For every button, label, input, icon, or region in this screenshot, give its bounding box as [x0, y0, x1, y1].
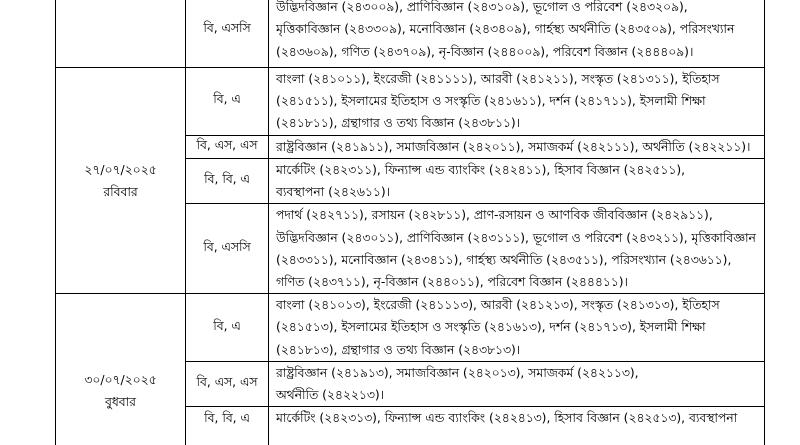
subjects-text: মার্কেটিং (২৪২৩১৩), ফিন্যান্স এন্ড ব্যাংকিং (২৪২৪১৩), হিসাব বিজ্ঞান (২৪২৫১৩), ব্যবস্থাপনা: [276, 411, 738, 426]
degree-cell: বি, এসসি: [186, 204, 269, 294]
subjects-cell: [269, 361, 765, 406]
table-row: [56, 0, 765, 68]
subjects-text: উদ্ভিদবিজ্ঞান (২৪৩০০৯), প্রাণিবিজ্ঞান (২৪৩১০৯), ভূগোল ও পরিবেশ (২৪৩২০৯), মৃত্তিকাবিজ্ঞান (২৪৩৩০৯), মনোবিজ্ঞান (২৪৩৪০৯), গার্হস্থ্য অর্থনীতি (২৪৩৫০৯), পরিসংখ্যান (২৪৩৬০৯), গণিত (২৪৩৭০৯), নৃ-বিজ্ঞান (২৪৪০০৯), পরিবেশ বিজ্ঞান (২৪৪৪০৯)।: [276, 0, 735, 59]
table-row: [56, 68, 765, 136]
subjects-cell: [269, 0, 765, 68]
date-block: [56, 331, 185, 413]
degree-cell: বি, এ: [186, 68, 269, 136]
subjects-text: মার্কেটিং (২৪২৩১১), ফিন্যান্স এন্ড ব্যাংকিং (২৪২৪১১), হিসাব বিজ্ঞান (২৪২৫১১), ব্যবস্থাপনা (২৪২৬১১)।: [276, 162, 686, 200]
exam-schedule-table: [55, 0, 765, 445]
subjects-text: বাংলা (২৪১০১৩), ইংরেজী (২৪১১১৩), আরবী (২৪১২১৩), সংস্কৃত (২৪১৩১৩), ইতিহাস (২৪১৫১৩), ইসলামের ইতিহাস ও সংস্কৃতি (২৪১৬১৩), দর্শন (২৪১৭১৩), ইসলামী শিক্ষা (২৪১৮১৩), গ্রন্থাগার ও তথ্য বিজ্ঞান (২৪৩৮১৩)।: [276, 298, 720, 357]
subjects-text: পদার্থ (২৪২৭১১), রসায়ন (২৪২৮১১), প্রাণ-রসায়ন ও আণবিক জীববিজ্ঞান (২৪২৯১১), উদ্ভিদবিজ্ঞান (২৪৩০১১), প্রাণিবিজ্ঞান (২৪৩১১১), ভূগোল ও পরিবেশ (২৪৩২১১), মৃত্তিকাবিজ্ঞান (২৪৩৩১১), মনোবিজ্ঞান (২৪৩৪১১), গার্হস্থ্য অর্থনীতি (২৪৩৫১১), পরিসংখ্যান (২৪৩৬১১), গণিত (২৪৩৭১১), নৃ-বিজ্ঞান (২৪৪০১১), পরিবেশ বিজ্ঞান (২৪৪৪১১)।: [276, 208, 756, 289]
date-block: [56, 159, 185, 203]
table-row: [56, 294, 765, 362]
exam-date: ৩০/০৭/২০২৫: [84, 373, 157, 388]
degree-cell: বি, এস, এস: [186, 135, 269, 158]
subjects-text: রাষ্ট্রবিজ্ঞান (২৪১৯১১), সমাজবিজ্ঞান (২৪২০১১), সমাজকর্ম (২৪২১১১), অর্থনীতি (২৪২২১১)।: [276, 139, 751, 154]
date-cell-prev: [56, 0, 186, 68]
exam-date: ২৭/০৭/২০২৫: [84, 162, 157, 177]
subjects-cell: [269, 68, 765, 136]
subjects-text: বাংলা (২৪১০১১), ইংরেজী (২৪১১১১), আরবী (২৪১২১১), সংস্কৃত (২৪১৩১১), ইতিহাস (২৪১৫১১), ইসলামের ইতিহাস ও সংস্কৃতি (২৪১৬১১), দর্শন (২৪১৭১১), ইসলামী শিক্ষা (২৪১৮১১), গ্রন্থাগার ও তথ্য বিজ্ঞান (২৪৩৮১১)।: [276, 72, 720, 131]
subjects-cell: [269, 158, 765, 203]
degree-cell: বি, এ: [186, 294, 269, 362]
subjects-text: রাষ্ট্রবিজ্ঞান (২৪১৯১৩), সমাজবিজ্ঞান (২৪২০১৩), সমাজকর্ম (২৪২১১৩), অর্থনীতি (২৪২২১৩)।: [276, 365, 639, 403]
subjects-cell: [269, 407, 765, 445]
degree-cell: বি, এস, এস: [186, 361, 269, 406]
degree-cell: বি, এসসি: [186, 0, 269, 68]
subjects-cell: [269, 204, 765, 294]
subjects-cell: [269, 135, 765, 158]
exam-day: বুধবার: [105, 395, 136, 410]
subjects-cell: [269, 294, 765, 362]
date-cell-27-07: [56, 68, 186, 294]
degree-cell: বি, বি, এ: [186, 407, 269, 445]
date-cell-30-07: [56, 294, 186, 445]
degree-cell: বি, বি, এ: [186, 158, 269, 203]
exam-day: রবিবার: [103, 184, 138, 199]
